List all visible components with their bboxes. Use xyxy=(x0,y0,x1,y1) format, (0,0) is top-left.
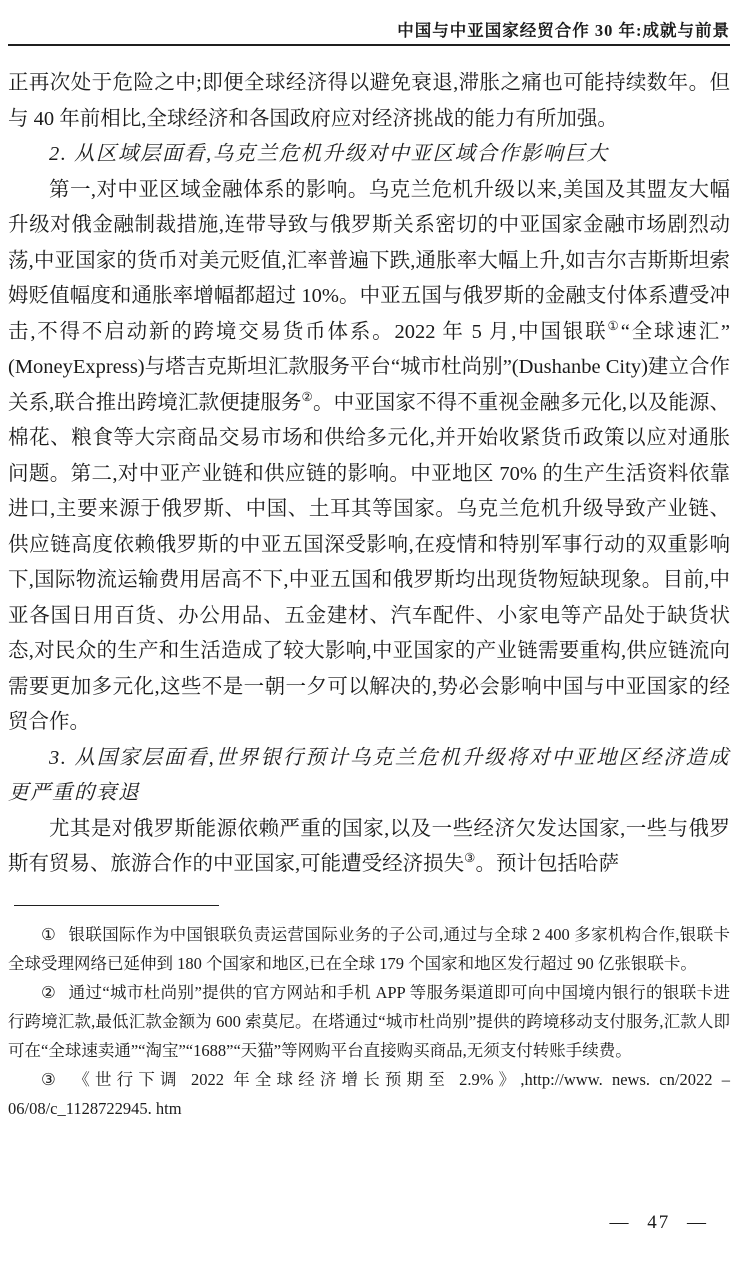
paragraph-3: 尤其是对俄罗斯能源依赖严重的国家,以及一些经济欠发达国家,一些与俄罗斯有贸易、旅游合作的中亚国家,可能遭受经济损失③。预计包括哈萨 xyxy=(8,817,730,875)
page-footer xyxy=(8,905,730,1233)
page-header xyxy=(8,0,730,46)
page-number: — 47 — xyxy=(609,1212,708,1233)
section-heading-2: 2. 从区域层面看,乌克兰危机升级对中亚区域合作影响巨大 xyxy=(49,143,609,165)
paragraph-continuation: 正再次处于危险之中;即便全球经济得以避免衰退,滞胀之痛也可能持续数年。但与 40 年前相比,全球经济和各国政府应对经济挑战的能力有所加强。 xyxy=(8,72,730,130)
footnote-1 xyxy=(8,920,730,978)
footnote-text-1: 银联国际作为中国银联负责运营国际业务的子公司,通过与全球 2 400 多家机构合作,银联卡全球受理网络已延伸到 180 个国家和地区,已在全球 179 个国家和地区发行超过 90 亿张银联卡。 xyxy=(8,924,730,973)
footnote-marker-1: ① xyxy=(41,924,57,944)
footnote-3 xyxy=(8,1065,730,1123)
paragraph-2: 第一,对中亚区域金融体系的影响。乌克兰危机升级以来,美国及其盟友大幅升级对俄金融制裁措施,连带导致与俄罗斯关系密切的中亚国家金融市场剧烈动荡,中亚国家的货币对美元贬值,汇率普遍下跌,通胀率大幅上升,如吉尔吉斯斯坦索姆贬值幅度和通胀率增幅都超过 10%。中亚五国与俄罗斯的金融支付体系遭受冲击,不得不启动新的跨境交易货币体系。2022 年 5 月,中国银联①“全球速汇”(MoneyExpress)与塔吉克斯坦汇款服务平台“城市杜尚别”(Dushanbe City)建立合作关系,联合推出跨境汇款便捷服务②。中亚国家不得不重视金融多元化,以及能源、棉花、粮食等大宗商品交易市场和供给多元化,并开始收紧货币政策以应对通胀问题。第二,对中亚产业链和供应链的影响。中亚地区 70% 的生产生活资料依靠进口,主要来源于俄罗斯、中国、土耳其等国家。乌克兰危机升级导致产业链、供应链高度依赖俄罗斯的中亚五国深受影响,在疫情和特别军事行动的双重影响下,国际物流运输费用居高不下,中亚五国和俄罗斯均出现货物短缺现象。目前,中亚各国日用百货、办公用品、五金建材、汽车配件、小家电等产品处于缺货状态,对民众的生产和生活造成了较大影响,中亚国家的产业链需要重构,供应链流向需要更加多元化,这些不是一朝一夕可以解决的,势必会影响中国与中亚国家的经贸合作。 xyxy=(8,178,731,733)
footnotes xyxy=(8,920,730,1123)
section-heading-3: 3. 从国家层面看,世界银行预计乌克兰危机升级将对中亚地区经济造成更严重的衰退 xyxy=(8,746,730,804)
footnote-marker-2: ② xyxy=(41,982,57,1002)
running-header: 中国与中亚国家经贸合作 30 年:成就与前景 xyxy=(397,21,730,40)
footnote-separator xyxy=(14,905,219,906)
header-rule xyxy=(8,44,730,46)
footnote-text-3: 《世行下调 2022 年全球经济增长预期至 2.9%》,http://www. news. cn/2022 – 06/08/c_1128722945. htm xyxy=(8,1069,730,1118)
footnote-marker-3: ③ xyxy=(41,1069,61,1089)
page-body xyxy=(8,66,730,883)
footnote-text-2: 通过“城市杜尚别”提供的官方网站和手机 APP 等服务渠道即可向中国境内银行的银联卡进行跨境汇款,最低汇款金额为 600 索莫尼。在塔通过“城市杜尚别”提供的跨境移动支付服务,汇款人即可在“全球速卖通”“淘宝”“1688”“天猫”等网购平台直接购买商品,无须支付转账手续费。 xyxy=(8,982,730,1060)
footnote-2 xyxy=(8,978,730,1065)
